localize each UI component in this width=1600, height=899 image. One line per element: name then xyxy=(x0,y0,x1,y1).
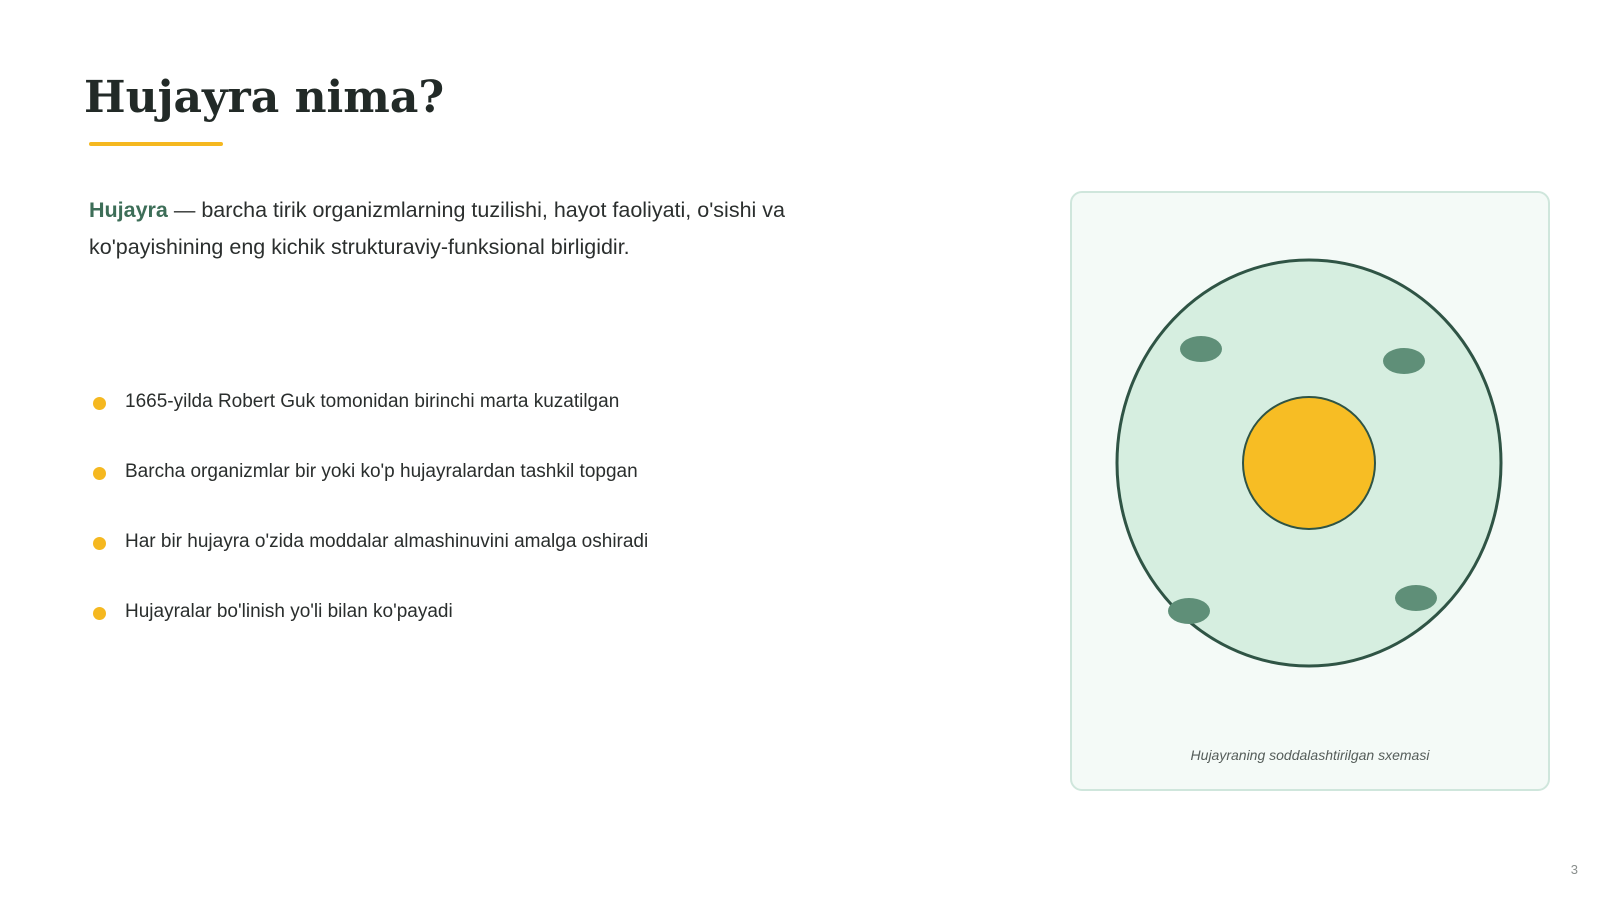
bullet-text: Har bir hujayra o'zida moddalar almashinuvini amalga oshiradi xyxy=(125,531,649,552)
page-number: 3 xyxy=(1570,862,1578,877)
definition-term: Hujayra xyxy=(89,198,168,222)
cell-diagram-card xyxy=(1070,191,1550,791)
diagram-caption: Hujayraning soddalashtirilgan sxemasi xyxy=(1190,747,1430,763)
page-title: Hujayra nima? xyxy=(84,72,445,123)
bullet-dot-icon xyxy=(93,397,106,410)
definition-paragraph xyxy=(89,192,889,266)
bullet-dot-icon xyxy=(93,467,106,480)
bullet-dot-icon xyxy=(93,537,106,550)
bullet-dot-icon xyxy=(93,607,106,620)
bullet-text: 1665-yilda Robert Guk tomonidan birinchi marta kuzatilgan xyxy=(125,391,620,412)
organelle-top-right xyxy=(1383,348,1425,374)
title-underline xyxy=(89,142,223,146)
definition-text: — barcha tirik organizmlarning tuzilishi, hayot faoliyati, o'sishi va ko'payishining eng kichik strukturaviy-funksional birligidir. xyxy=(89,198,785,259)
organelle-top-left xyxy=(1180,336,1222,362)
bullet-text: Barcha organizmlar bir yoki ko'p hujayralardan tashkil topgan xyxy=(125,461,638,482)
cell-nucleus xyxy=(1243,397,1375,529)
cell-diagram xyxy=(1072,193,1548,789)
bullet-text: Hujayralar bo'linish yo'li bilan ko'payadi xyxy=(125,601,453,622)
organelle-bottom-left xyxy=(1168,598,1210,624)
organelle-bottom-right xyxy=(1395,585,1437,611)
